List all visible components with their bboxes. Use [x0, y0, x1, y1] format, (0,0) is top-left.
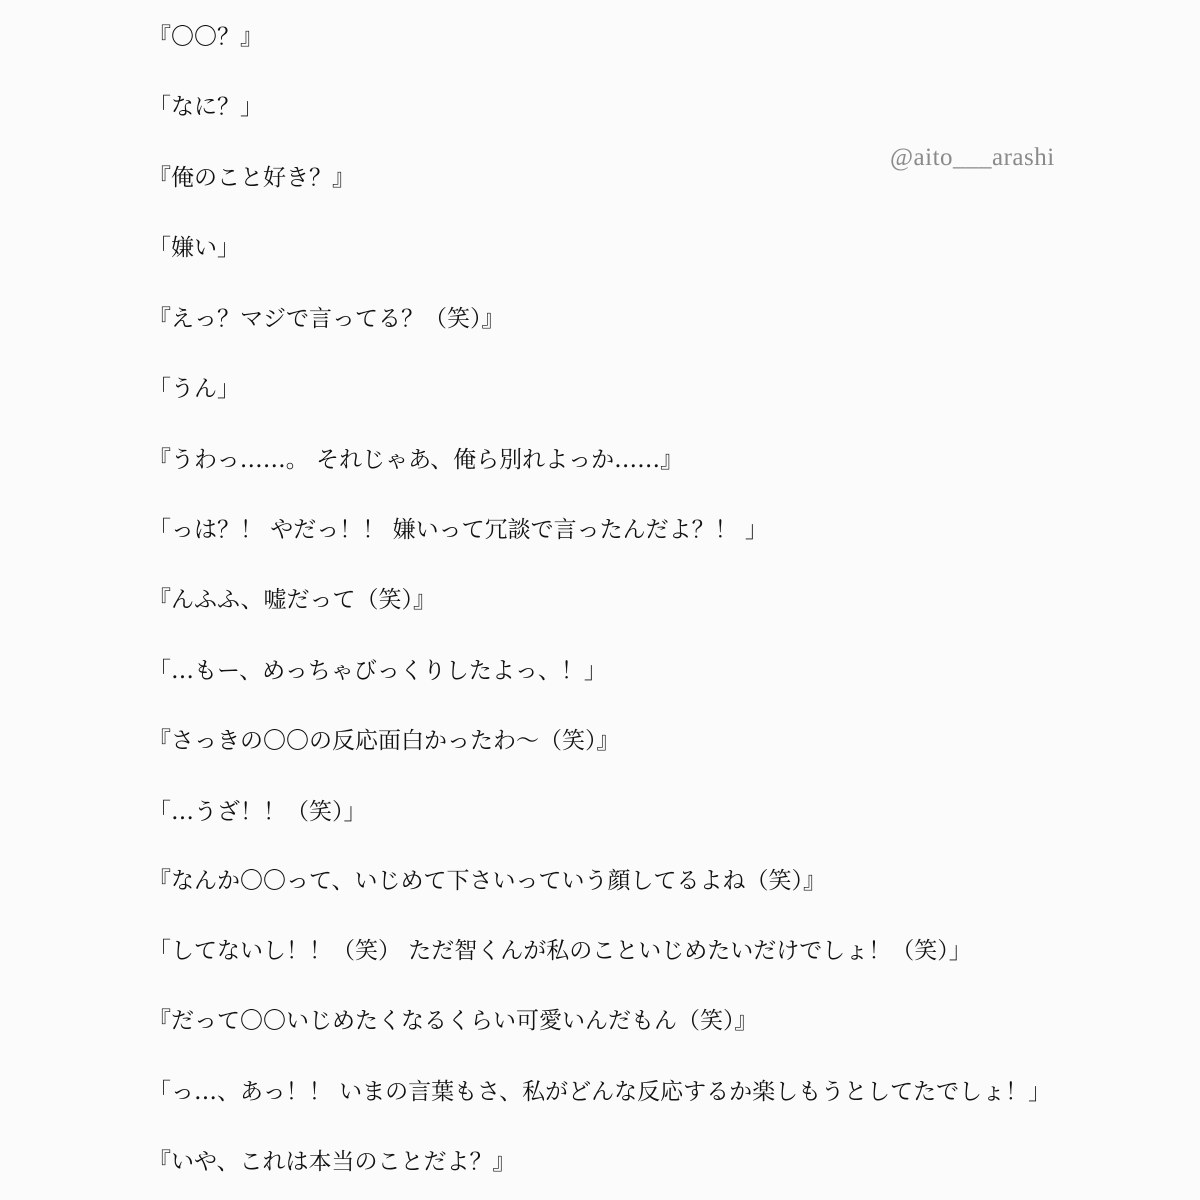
dialogue-line: 「嫌い」 [148, 235, 240, 261]
dialogue-line: 「っは？！ やだっ！！ 嫌いって冗談で言ったんだよ？！ 」 [148, 517, 768, 543]
dialogue-line: 『〇〇？』 [148, 24, 263, 50]
watermark-handle: @aito___arashi [890, 144, 1055, 171]
dialogue-line: 『うわっ……。 それじゃあ、俺ら別れよっか……』 [148, 447, 684, 473]
dialogue-line: 『さっきの〇〇の反応面白かったわ〜（笑）』 [148, 728, 620, 754]
dialogue-line: 『いや、これは本当のことだよ？』 [148, 1149, 516, 1175]
dialogue-line: 『俺のこと好き？』 [148, 165, 355, 191]
dialogue-line: 『なんか〇〇って、いじめて下さいっていう顔してるよね（笑）』 [148, 868, 827, 894]
dialogue-line: 「なに？」 [148, 94, 263, 120]
dialogue-line: 「…もー、めっちゃびっくりしたよっ、！」 [148, 658, 607, 684]
dialogue-line: 『えっ？マジで言ってる？（笑）』 [148, 306, 505, 332]
dialogue-line: 『んふふ、嘘だって（笑）』 [148, 587, 436, 613]
dialogue-line: 『だって〇〇いじめたくなるくらい可愛いんだもん（笑）』 [148, 1008, 758, 1034]
dialogue-line: 「っ…、あっ！！ いまの言葉もさ、私がどんな反応するか楽しもうとしてたでしょ！」 [148, 1079, 1052, 1105]
dialogue-line: 「してないし！！（笑） ただ智くんが私のこといじめたいだけでしょ！（笑）」 [148, 938, 972, 964]
dialogue-line: 「…うざ！！（笑）」 [148, 799, 367, 825]
dialogue-line: 「うん」 [148, 376, 240, 402]
